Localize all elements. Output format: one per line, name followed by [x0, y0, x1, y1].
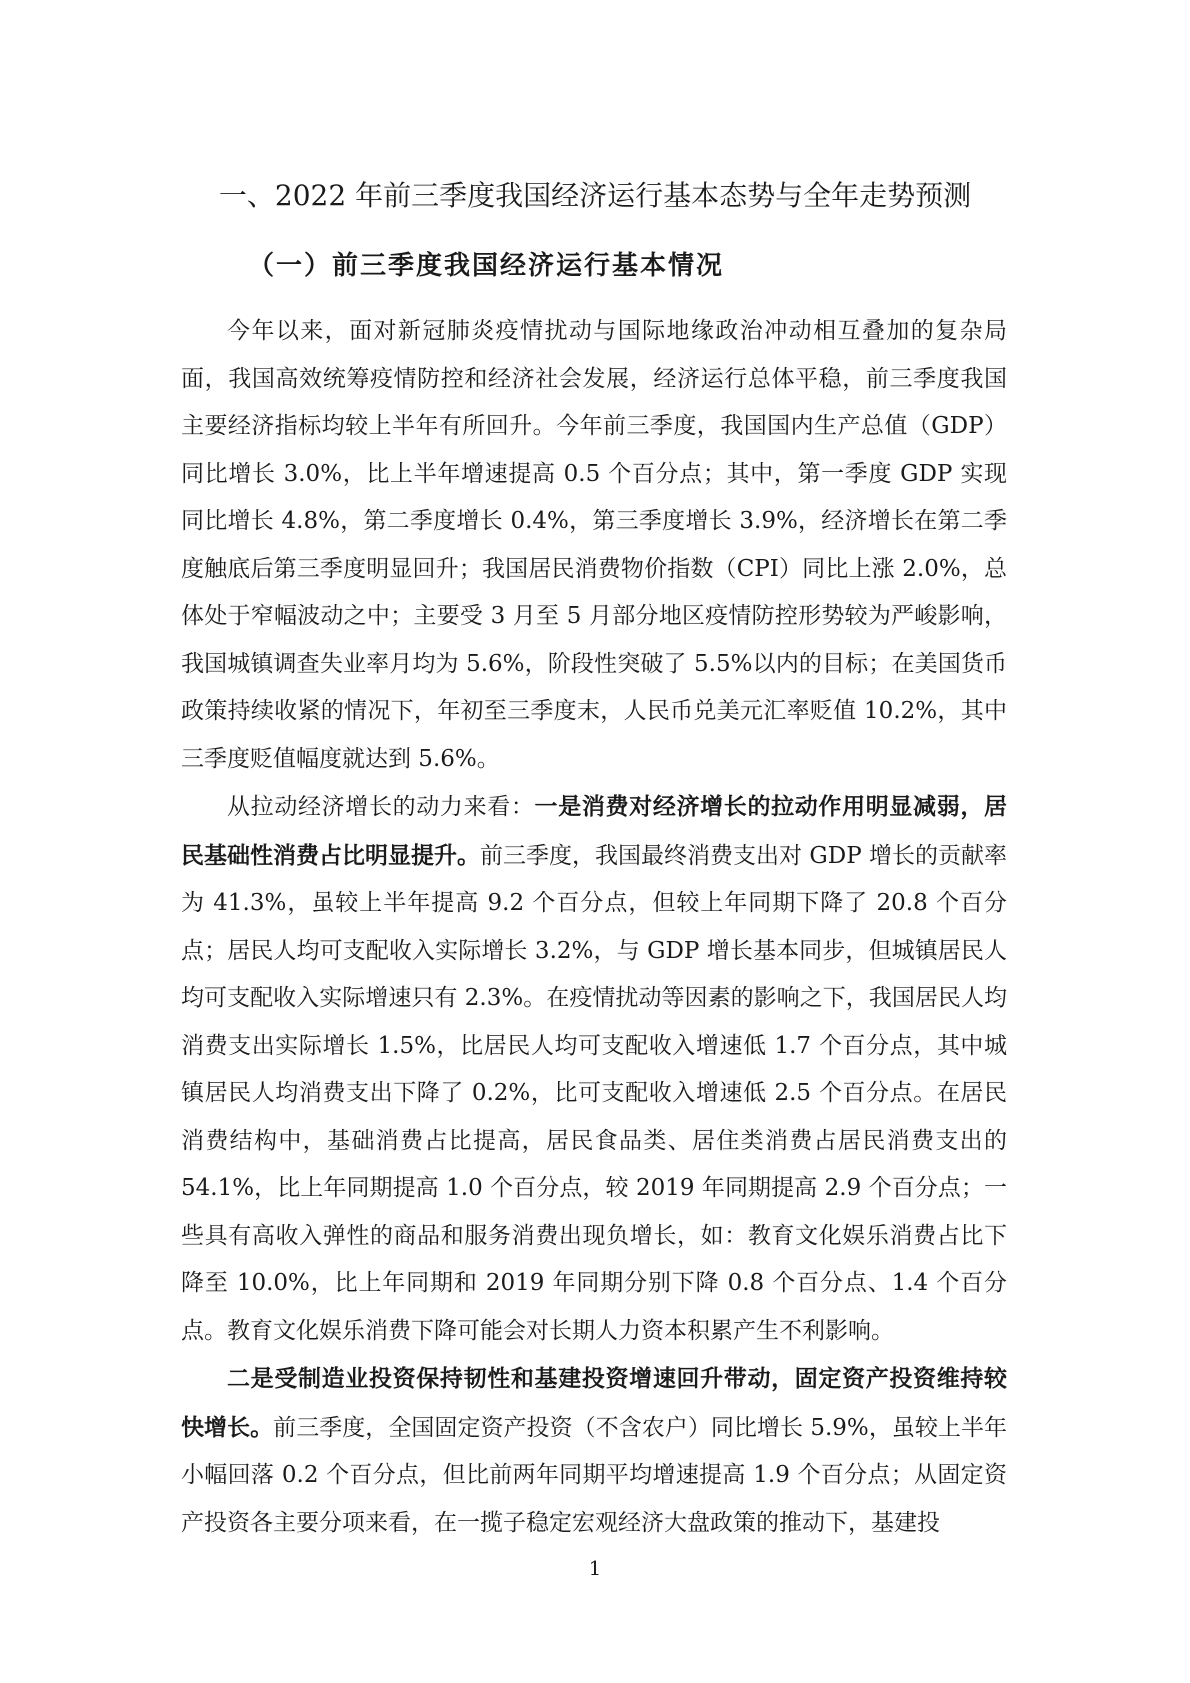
paragraph-3-emphasis: 二是受制造业投资保持韧性和基建投资增速回升带动，固定资产投资维持较快增长。 — [181, 1365, 1007, 1441]
paragraph-2-text: 前三季度，我国最终消费支出对 GDP 增长的贡献率为 41.3%，虽较上半年提高 9.2 个百分点，但较上年同期下降了 20.8 个百分点；居民人均可支配收入实际增长 3.2%，与 GDP 增长基本同步，但城镇居民人均可支配收入实际增速只有 2.3%。在疫情扰动等因素的影响之下，我国居民人均消费支出实际增长 1.5%，比居民人均可支配收入增速低 1.7 个百分点，其中城镇居民人均消费支出下降了 0.2%，比可支配收入增速低 2.5 个百分点。在居民消费结构中，基础消费占比提高，居民食品类、居住类消费占居民消费支出的 54.1%，比上年同期提高 1.0 个百分点，较 2019 年同期提高 2.9 个百分点；一些具有高收入弹性的商品和服务消费出现负增长，如：教育文化娱乐消费占比下降至 10.0%，比上年同期和 2019 年同期分别下降 0.8 个百分点、1.4 个百分点。教育文化娱乐消费下降可能会对长期人力资本积累产生不利影响。 — [181, 842, 1007, 1344]
paragraph-3 — [181, 1355, 1007, 1547]
section-heading: （一）前三季度我国经济运行基本情况 — [248, 251, 725, 281]
body-text — [181, 308, 1007, 1547]
paragraph-3-text: 前三季度，全国固定资产投资（不含农户）同比增长 5.9%，虽较上半年小幅回落 0.2 个百分点，但比前两年同期平均增速提高 1.9 个百分点；从固定资产投资各主要分项来看，在一揽子稳定宏观经济大盘政策的推动下，基建投 — [181, 1414, 1008, 1536]
page-number: 1 — [588, 1556, 602, 1580]
page-title: 一、2022 年前三季度我国经济运行基本态势与全年走势预测 — [218, 179, 972, 212]
paragraph-2 — [181, 783, 1007, 1355]
paragraph-2-emphasis: 一是消费对经济增长的拉动作用明显减弱，居民基础性消费占比明显提升。 — [181, 793, 1007, 869]
paragraph-2-lead: 从拉动经济增长的动力来看： — [227, 794, 535, 820]
paragraph-1-text: 今年以来，面对新冠肺炎疫情扰动与国际地缘政治冲动相互叠加的复杂局面，我国高效统筹疫情防控和经济社会发展，经济运行总体平稳，前三季度我国主要经济指标均较上半年有所回升。今年前三季度，我国国内生产总值（GDP）同比增长 3.0%，比上半年增速提高 0.5 个百分点；其中，第一季度 GDP 实现同比增长 4.8%，第二季度增长 0.4%，第三季度增长 3.9%，经济增长在第二季度触底后第三季度明显回升；我国居民消费物价指数（CPI）同比上涨 2.0%，总体处于窄幅波动之中；主要受 3 月至 5 月部分地区疫情防控形势较为严峻影响，我国城镇调查失业率月均为 5.6%，阶段性突破了 5.5%以内的目标；在美国货币政策持续收紧的情况下，年初至三季度末，人民币兑美元汇率贬值 10.2%，其中三季度贬值幅度就达到 5.6%。 — [181, 318, 1007, 772]
paragraph-1 — [181, 308, 1007, 783]
